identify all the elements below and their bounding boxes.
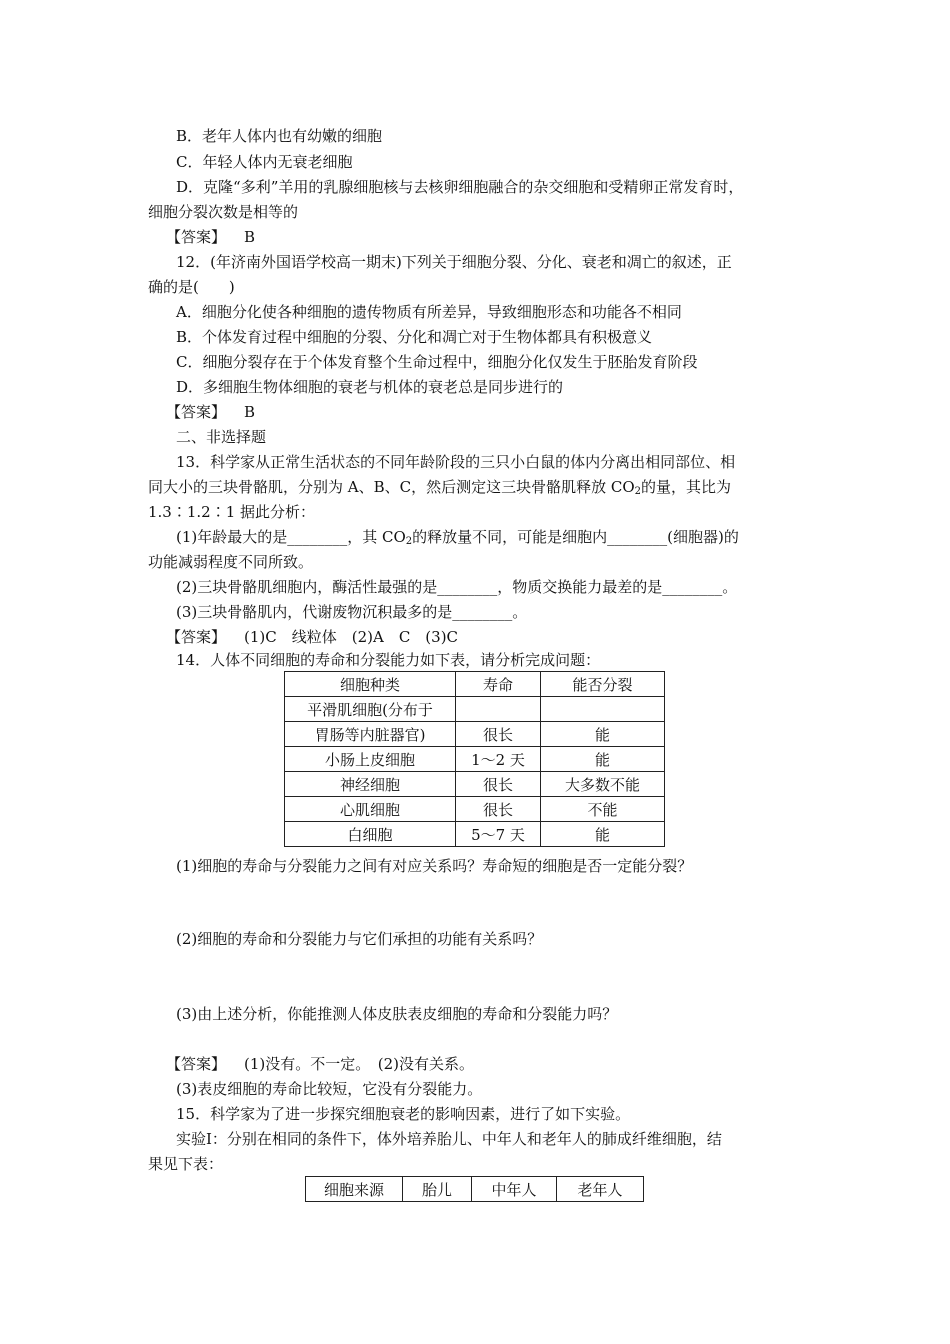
- table-cell: 白细胞: [285, 822, 456, 847]
- table-cell: 小肠上皮细胞: [285, 747, 456, 772]
- q14-answer: [166, 1054, 474, 1074]
- answer-value: (1)没有。不一定。 (2)没有关系。: [244, 1055, 475, 1073]
- answer-value: B: [244, 403, 256, 421]
- table-cell: 胃肠等内脏器官): [285, 722, 456, 747]
- q15-experiment1-line1: 实验Ⅰ：分别在相同的条件下，体外培养胎儿、中年人和老年人的肺成纤维细胞，结: [176, 1130, 722, 1148]
- table-row: [285, 697, 665, 722]
- q12-stem-line1: 12．(年济南外国语学校高一期末)下列关于细胞分裂、分化、衰老和凋亡的叙述，正: [176, 253, 732, 271]
- q13-question1: (1)年龄最大的是________，其 $CO_2$的释放量不同，可能是细胞内________(细胞器)的: [176, 528, 739, 547]
- table-header-row: [285, 672, 665, 697]
- q13-question2: (2)三块骨骼肌细胞内，酶活性最强的是________，物质交换能力最差的是________。: [176, 578, 738, 596]
- q14-question3: (3)由上述分析，你能推测人体皮肤表皮细胞的寿命和分裂能力吗？: [176, 1005, 618, 1023]
- table-row: [285, 772, 665, 797]
- table-cell: 能: [541, 747, 665, 772]
- table-cell: 1～2 天: [456, 747, 541, 772]
- q13-stem-line1: 13．科学家从正常生活状态的不同年龄阶段的三只小白鼠的体内分离出相同部位、相: [176, 453, 736, 471]
- table-row: [285, 822, 665, 847]
- q12-answer: [166, 402, 255, 422]
- table-cell: 很长: [456, 722, 541, 747]
- cell-source-table: [305, 1176, 644, 1202]
- q13-question3: (3)三块骨骼肌内，代谢废物沉积最多的是________。: [176, 603, 528, 621]
- q14-question1: (1)细胞的寿命与分裂能力之间有对应关系吗？寿命短的细胞是否一定能分裂？: [176, 857, 693, 875]
- table-cell: 很长: [456, 772, 541, 797]
- q12-option-a: A．细胞分化使各种细胞的遗传物质有所差异，导致细胞形态和功能各不相同: [176, 303, 682, 321]
- table-header-cell: 细胞种类: [285, 672, 456, 697]
- answer-label: 【答案】: [166, 628, 227, 646]
- q15-experiment1-line2: 果见下表：: [148, 1155, 224, 1173]
- table-header-cell: 细胞来源: [306, 1177, 403, 1202]
- table-header-cell: 胎儿: [403, 1177, 472, 1202]
- q13-question1-cont: 功能减弱程度不同所致。: [148, 553, 314, 571]
- table-header-cell: 能否分裂: [541, 672, 665, 697]
- answer-label: 【答案】: [166, 403, 227, 421]
- q12-stem-line2: 确的是( ): [148, 278, 235, 296]
- answer-label: 【答案】: [166, 1055, 227, 1073]
- q13-answer: [166, 627, 458, 647]
- table-row: [285, 722, 665, 747]
- table-header-cell: 中年人: [472, 1177, 557, 1202]
- q12-option-d: D．多细胞生物体细胞的衰老与机体的衰老总是同步进行的: [176, 378, 564, 396]
- table-cell: 平滑肌细胞(分布于: [285, 697, 456, 722]
- table-cell: 大多数不能: [541, 772, 665, 797]
- table-row: [285, 797, 665, 822]
- q11-option-c: C．年轻人体内无衰老细胞: [176, 153, 353, 171]
- table-cell: 能: [541, 722, 665, 747]
- q11-option-d-line2: 细胞分裂次数是相等的: [148, 203, 299, 221]
- q11-option-d-line1: D．克隆“多利”羊用的乳腺细胞核与去核卵细胞融合的杂交细胞和受精卵正常发育时，: [176, 178, 744, 196]
- table-cell: 神经细胞: [285, 772, 456, 797]
- table-cell: [541, 697, 665, 722]
- table-cell: 不能: [541, 797, 665, 822]
- table-cell: [456, 697, 541, 722]
- cell-lifespan-table: [284, 671, 665, 847]
- q13-stem-line3: 1.3∶1.2∶1 据此分析：: [148, 503, 316, 521]
- section-heading: 二、非选择题: [176, 428, 267, 446]
- q14-question2: (2)细胞的寿命和分裂能力与它们承担的功能有关系吗？: [176, 930, 543, 948]
- q13-stem-line2: 同大小的三块骨骼肌，分别为 A、B、C，然后测定这三块骨骼肌释放 $CO_2$的量，其比为: [148, 478, 732, 497]
- q15-stem: 15．科学家为了进一步探究细胞衰老的影响因素，进行了如下实验。: [176, 1105, 631, 1123]
- q12-option-c: C．细胞分裂存在于个体发育整个生命过程中，细胞分化仅发生于胚胎发育阶段: [176, 353, 698, 371]
- table-header-cell: 老年人: [557, 1177, 644, 1202]
- answer-value: B: [244, 228, 256, 246]
- table-cell: 5～7 天: [456, 822, 541, 847]
- table-row: [285, 747, 665, 772]
- q14-answer-line2: (3)表皮细胞的寿命比较短，它没有分裂能力。: [176, 1080, 483, 1098]
- q14-stem: 14．人体不同细胞的寿命和分裂能力如下表，请分析完成问题：: [176, 651, 601, 669]
- answer-value: (1)C 线粒体 (2)A C (3)C: [244, 628, 459, 646]
- q11-option-b: B．老年人体内也有幼嫩的细胞: [176, 127, 383, 145]
- answer-label: 【答案】: [166, 228, 227, 246]
- q11-answer: [166, 227, 255, 247]
- q12-option-b: B．个体发育过程中细胞的分裂、分化和凋亡对于生物体都具有积极意义: [176, 328, 653, 346]
- table-cell: 能: [541, 822, 665, 847]
- table-cell: 心肌细胞: [285, 797, 456, 822]
- table-header-row: [306, 1177, 644, 1202]
- table-cell: 很长: [456, 797, 541, 822]
- table-header-cell: 寿命: [456, 672, 541, 697]
